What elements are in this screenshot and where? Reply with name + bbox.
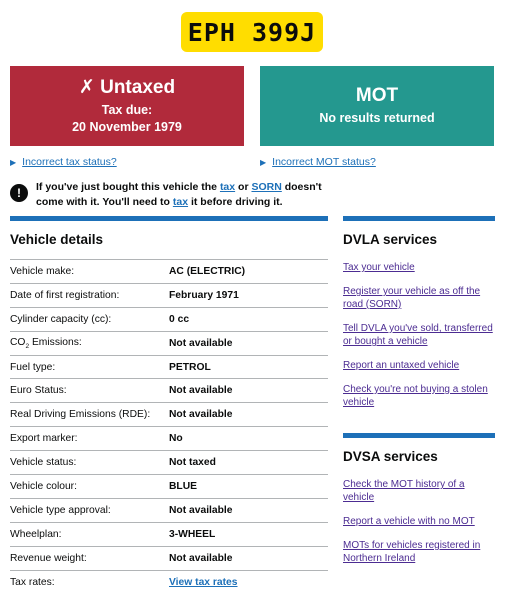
- list-item: [343, 515, 495, 528]
- exclamation-icon: !: [10, 184, 28, 202]
- row-value: AC (ELECTRIC): [169, 265, 246, 277]
- list-item: [343, 478, 495, 504]
- table-row: [10, 523, 328, 547]
- list-item: [343, 285, 495, 311]
- mot-northern-ireland-link[interactable]: MOTs for vehicles registered in Northern Ireland: [343, 540, 481, 564]
- list-item: [343, 261, 495, 274]
- table-row: [10, 571, 328, 595]
- row-value: Not taxed: [169, 457, 216, 469]
- row-label: Cylinder capacity (cc):: [10, 313, 112, 325]
- table-row: [10, 475, 328, 499]
- dvsa-services-section: [343, 433, 495, 576]
- row-label: Tax rates:: [10, 577, 55, 589]
- warning-notice: [10, 180, 330, 210]
- triangle-right-icon: ▶: [260, 157, 267, 167]
- mot-history-link[interactable]: Check the MOT history of a vehicle: [343, 479, 465, 503]
- incorrect-mot-status-link[interactable]: Incorrect MOT status?: [272, 156, 376, 168]
- tax-link[interactable]: tax: [219, 181, 236, 193]
- list-item: [343, 322, 495, 348]
- row-value: February 1971: [169, 289, 239, 301]
- view-tax-rates-link[interactable]: View tax rates: [169, 577, 238, 589]
- sorn-link[interactable]: SORN: [251, 181, 282, 193]
- mot-status-panel: [260, 66, 494, 146]
- tax-status-panel: [10, 66, 244, 146]
- list-item: [343, 383, 495, 409]
- table-row: [10, 308, 328, 332]
- row-value: No: [169, 433, 183, 445]
- vehicle-details-section: [10, 216, 328, 594]
- row-value: [169, 577, 238, 588]
- row-value: 3-WHEEL: [169, 528, 216, 540]
- tax-your-vehicle-link[interactable]: Tax your vehicle: [343, 262, 415, 273]
- check-stolen-link[interactable]: Check you're not buying a stolen vehicle: [343, 384, 488, 408]
- list-item: [343, 359, 495, 372]
- table-row: [10, 547, 328, 571]
- vehicle-details-list: [10, 260, 328, 594]
- tax-due-date: 20 November 1979: [72, 120, 182, 134]
- table-row: [10, 403, 328, 427]
- row-label: Vehicle make:: [10, 265, 75, 277]
- incorrect-mot-status-toggle[interactable]: [260, 156, 376, 168]
- dvla-services-list: [343, 261, 495, 409]
- dvla-services-section: [343, 216, 495, 420]
- number-plate: EPH 399J: [181, 12, 323, 52]
- cross-icon: ✗: [78, 77, 95, 98]
- row-value: Not available: [169, 337, 233, 349]
- register-sorn-link[interactable]: Register your vehicle as off the road (SORN): [343, 286, 481, 310]
- incorrect-tax-status-link[interactable]: Incorrect tax status?: [22, 156, 117, 168]
- table-row: [10, 379, 328, 403]
- table-row: [10, 451, 328, 475]
- warning-text: If you've just bought this vehicle the tax or SORN doesn't come with it. You'll need to tax it before driving it.: [36, 181, 322, 208]
- mot-status-title: MOT: [355, 85, 399, 106]
- table-row: [10, 284, 328, 308]
- table-row: [10, 427, 328, 451]
- tax-status-title: [79, 76, 175, 99]
- row-value: Not available: [169, 385, 233, 397]
- row-label: Vehicle type approval:: [10, 504, 111, 516]
- tax-status-label: Untaxed: [100, 77, 176, 98]
- row-label: Vehicle colour:: [10, 480, 77, 492]
- row-label: Revenue weight:: [10, 552, 87, 564]
- vehicle-details-heading: Vehicle details: [10, 221, 328, 260]
- table-row: [10, 332, 328, 356]
- row-value: BLUE: [169, 480, 198, 492]
- triangle-right-icon: ▶: [10, 157, 17, 167]
- tax-due-label: Tax due:: [101, 103, 153, 117]
- row-value: Not available: [169, 552, 233, 564]
- row-value: Not available: [169, 409, 233, 421]
- table-row: [10, 499, 328, 523]
- tell-dvla-sold-link[interactable]: Tell DVLA you've sold, transferred or bought a vehicle: [343, 323, 493, 347]
- row-value: Not available: [169, 504, 233, 516]
- dvsa-services-list: [343, 478, 495, 565]
- row-label: Export marker:: [10, 433, 78, 445]
- row-value: PETROL: [169, 361, 211, 373]
- report-no-mot-link[interactable]: Report a vehicle with no MOT: [343, 516, 475, 527]
- row-label: $CO_2$ Emissions:: [10, 336, 82, 350]
- incorrect-tax-status-toggle[interactable]: [10, 156, 117, 168]
- table-row: [10, 260, 328, 284]
- list-item: [343, 539, 495, 565]
- row-label: Wheelplan:: [10, 528, 62, 540]
- dvla-services-heading: DVLA services: [343, 232, 438, 247]
- dvsa-services-heading: DVSA services: [343, 449, 438, 464]
- table-row: [10, 356, 328, 380]
- row-value: 0 cc: [169, 313, 190, 325]
- row-label: Vehicle status:: [10, 457, 77, 469]
- row-label: Real Driving Emissions (RDE):: [10, 409, 151, 421]
- row-label: Date of first registration:: [10, 289, 120, 301]
- row-label: Euro Status:: [10, 385, 67, 397]
- report-untaxed-link[interactable]: Report an untaxed vehicle: [343, 360, 460, 371]
- mot-status-result: No results returned: [319, 111, 435, 125]
- row-label: Fuel type:: [10, 361, 56, 373]
- tax-link-2[interactable]: tax: [172, 196, 189, 208]
